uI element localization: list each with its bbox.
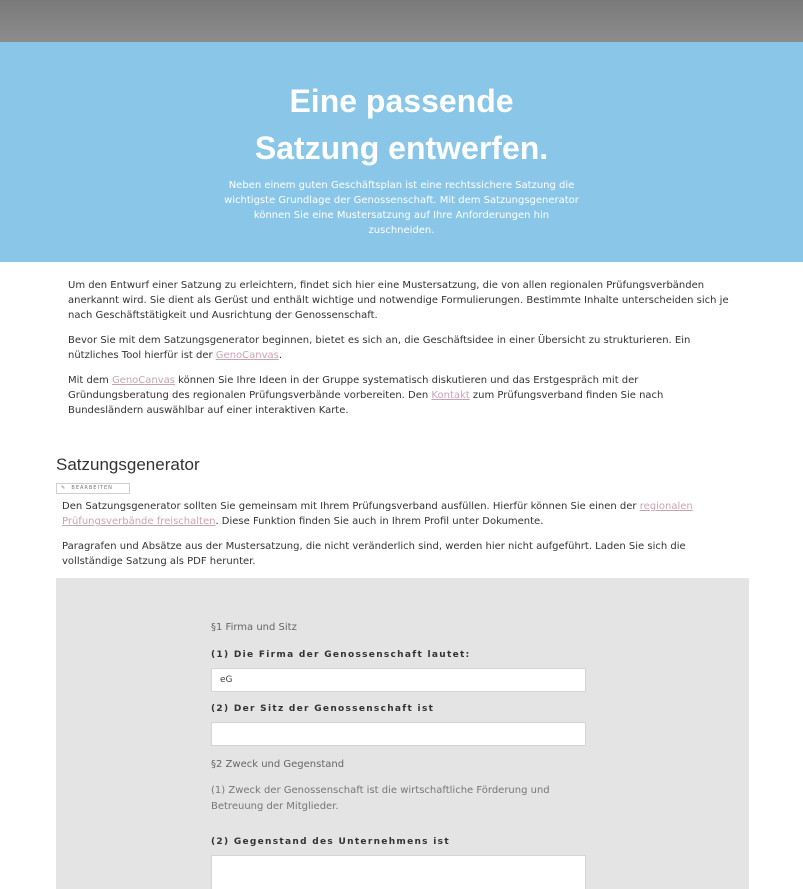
- browser-top-bar: [0, 0, 803, 42]
- hero-title-line2: Satzung entwerfen.: [254, 130, 549, 166]
- hero-title: [0, 78, 803, 172]
- intro-text: [68, 278, 740, 428]
- kontakt-link[interactable]: Kontakt: [431, 390, 470, 401]
- section-zweck-gegenstand: §2 Zweck und Gegenstand: [211, 759, 345, 770]
- generator-form-panel: [56, 578, 749, 889]
- intro-p3-end: zum Prüfungsverband finden Sie nach Bundesländern auswählbar auf einer interaktiven Karte.: [68, 390, 664, 416]
- intro-p3-middle: können Sie Ihre Ideen in der Gruppe systematisch diskutieren und das Erstgespräch mit der Gründungsberatung des regionalen Prüfungsverbände vorbereiten. Den: [68, 375, 639, 401]
- edit-label: BEARBEITEN: [71, 485, 113, 491]
- genocanvas-link[interactable]: GenoCanvas: [215, 350, 279, 361]
- label-sitz: (2) Der Sitz der Genossenschaft ist: [211, 704, 435, 714]
- hero-banner: [0, 42, 803, 262]
- generator-paragraph-2: Paragrafen und Absätze aus der Mustersatzung, die nicht veränderlich sind, werden hier nicht aufgeführt. Laden Sie sich die vollständige Satzung als PDF herunter.: [62, 541, 686, 567]
- gegenstand-textarea[interactable]: [211, 855, 586, 889]
- intro-p3-text: Mit dem: [68, 375, 112, 386]
- pencil-icon: ✎: [61, 485, 67, 491]
- sitz-input[interactable]: [211, 722, 586, 746]
- generator-p1-end: . Diese Funktion finden Sie auch in Ihrem Profil unter Dokumente.: [215, 516, 544, 527]
- genocanvas-link-2[interactable]: GenoCanvas: [111, 375, 175, 386]
- section-firma-sitz: §1 Firma und Sitz: [211, 622, 297, 633]
- verbaende-freischalten-link[interactable]: regionalen Prüfungsverbände freischalten: [62, 501, 693, 527]
- generator-description: [62, 499, 742, 579]
- firma-input[interactable]: [211, 668, 586, 692]
- zweck-text: (1) Zweck der Genossenschaft ist die wirtschaftliche Förderung und Betreuung der Mitglieder.: [211, 785, 550, 812]
- intro-paragraph-3: [68, 373, 740, 418]
- edit-button[interactable]: [56, 483, 130, 494]
- generator-paragraph-1: [62, 499, 742, 529]
- intro-paragraph-1: Um den Entwurf einer Satzung zu erleichtern, findet sich hier eine Mustersatzung, die von allen regionalen Prüfungsverbänden anerkannt wird. Sie dient als Gerüst und enthält wichtige und notwendige Formulierungen. Bestimmte Inhalte unterscheiden sich je nach Geschäftstätigkeit und Ausrichtung der Genossenschaft.: [68, 280, 729, 321]
- label-firma: (1) Die Firma der Genossenschaft lautet:: [211, 650, 471, 660]
- label-gegenstand: (2) Gegenstand des Unternehmens ist: [211, 837, 450, 847]
- generator-title: Satzungsgenerator: [56, 455, 200, 474]
- hero-title-line1: Eine passende: [289, 83, 514, 119]
- hero-subtitle: Neben einem guten Geschäftsplan ist eine rechtssichere Satzung die wichtigste Grundlage der Genossenschaft. Mit dem Satzungsgenerator können Sie eine Mustersatzung auf Ihre Anforderungen hin zuschneiden.: [224, 180, 579, 236]
- intro-p2-end: .: [278, 350, 283, 361]
- generator-p1-text: Den Satzungsgenerator sollten Sie gemeinsam mit Ihrem Prüfungsverband ausfüllen. Hierfür können Sie einen der: [62, 501, 640, 512]
- intro-paragraph-2: [68, 333, 740, 363]
- intro-p2-text: Bevor Sie mit dem Satzungsgenerator beginnen, bietet es sich an, die Geschäftsidee in einer Übersicht zu strukturieren. Ein nützliches Tool hierfür ist der: [68, 335, 691, 361]
